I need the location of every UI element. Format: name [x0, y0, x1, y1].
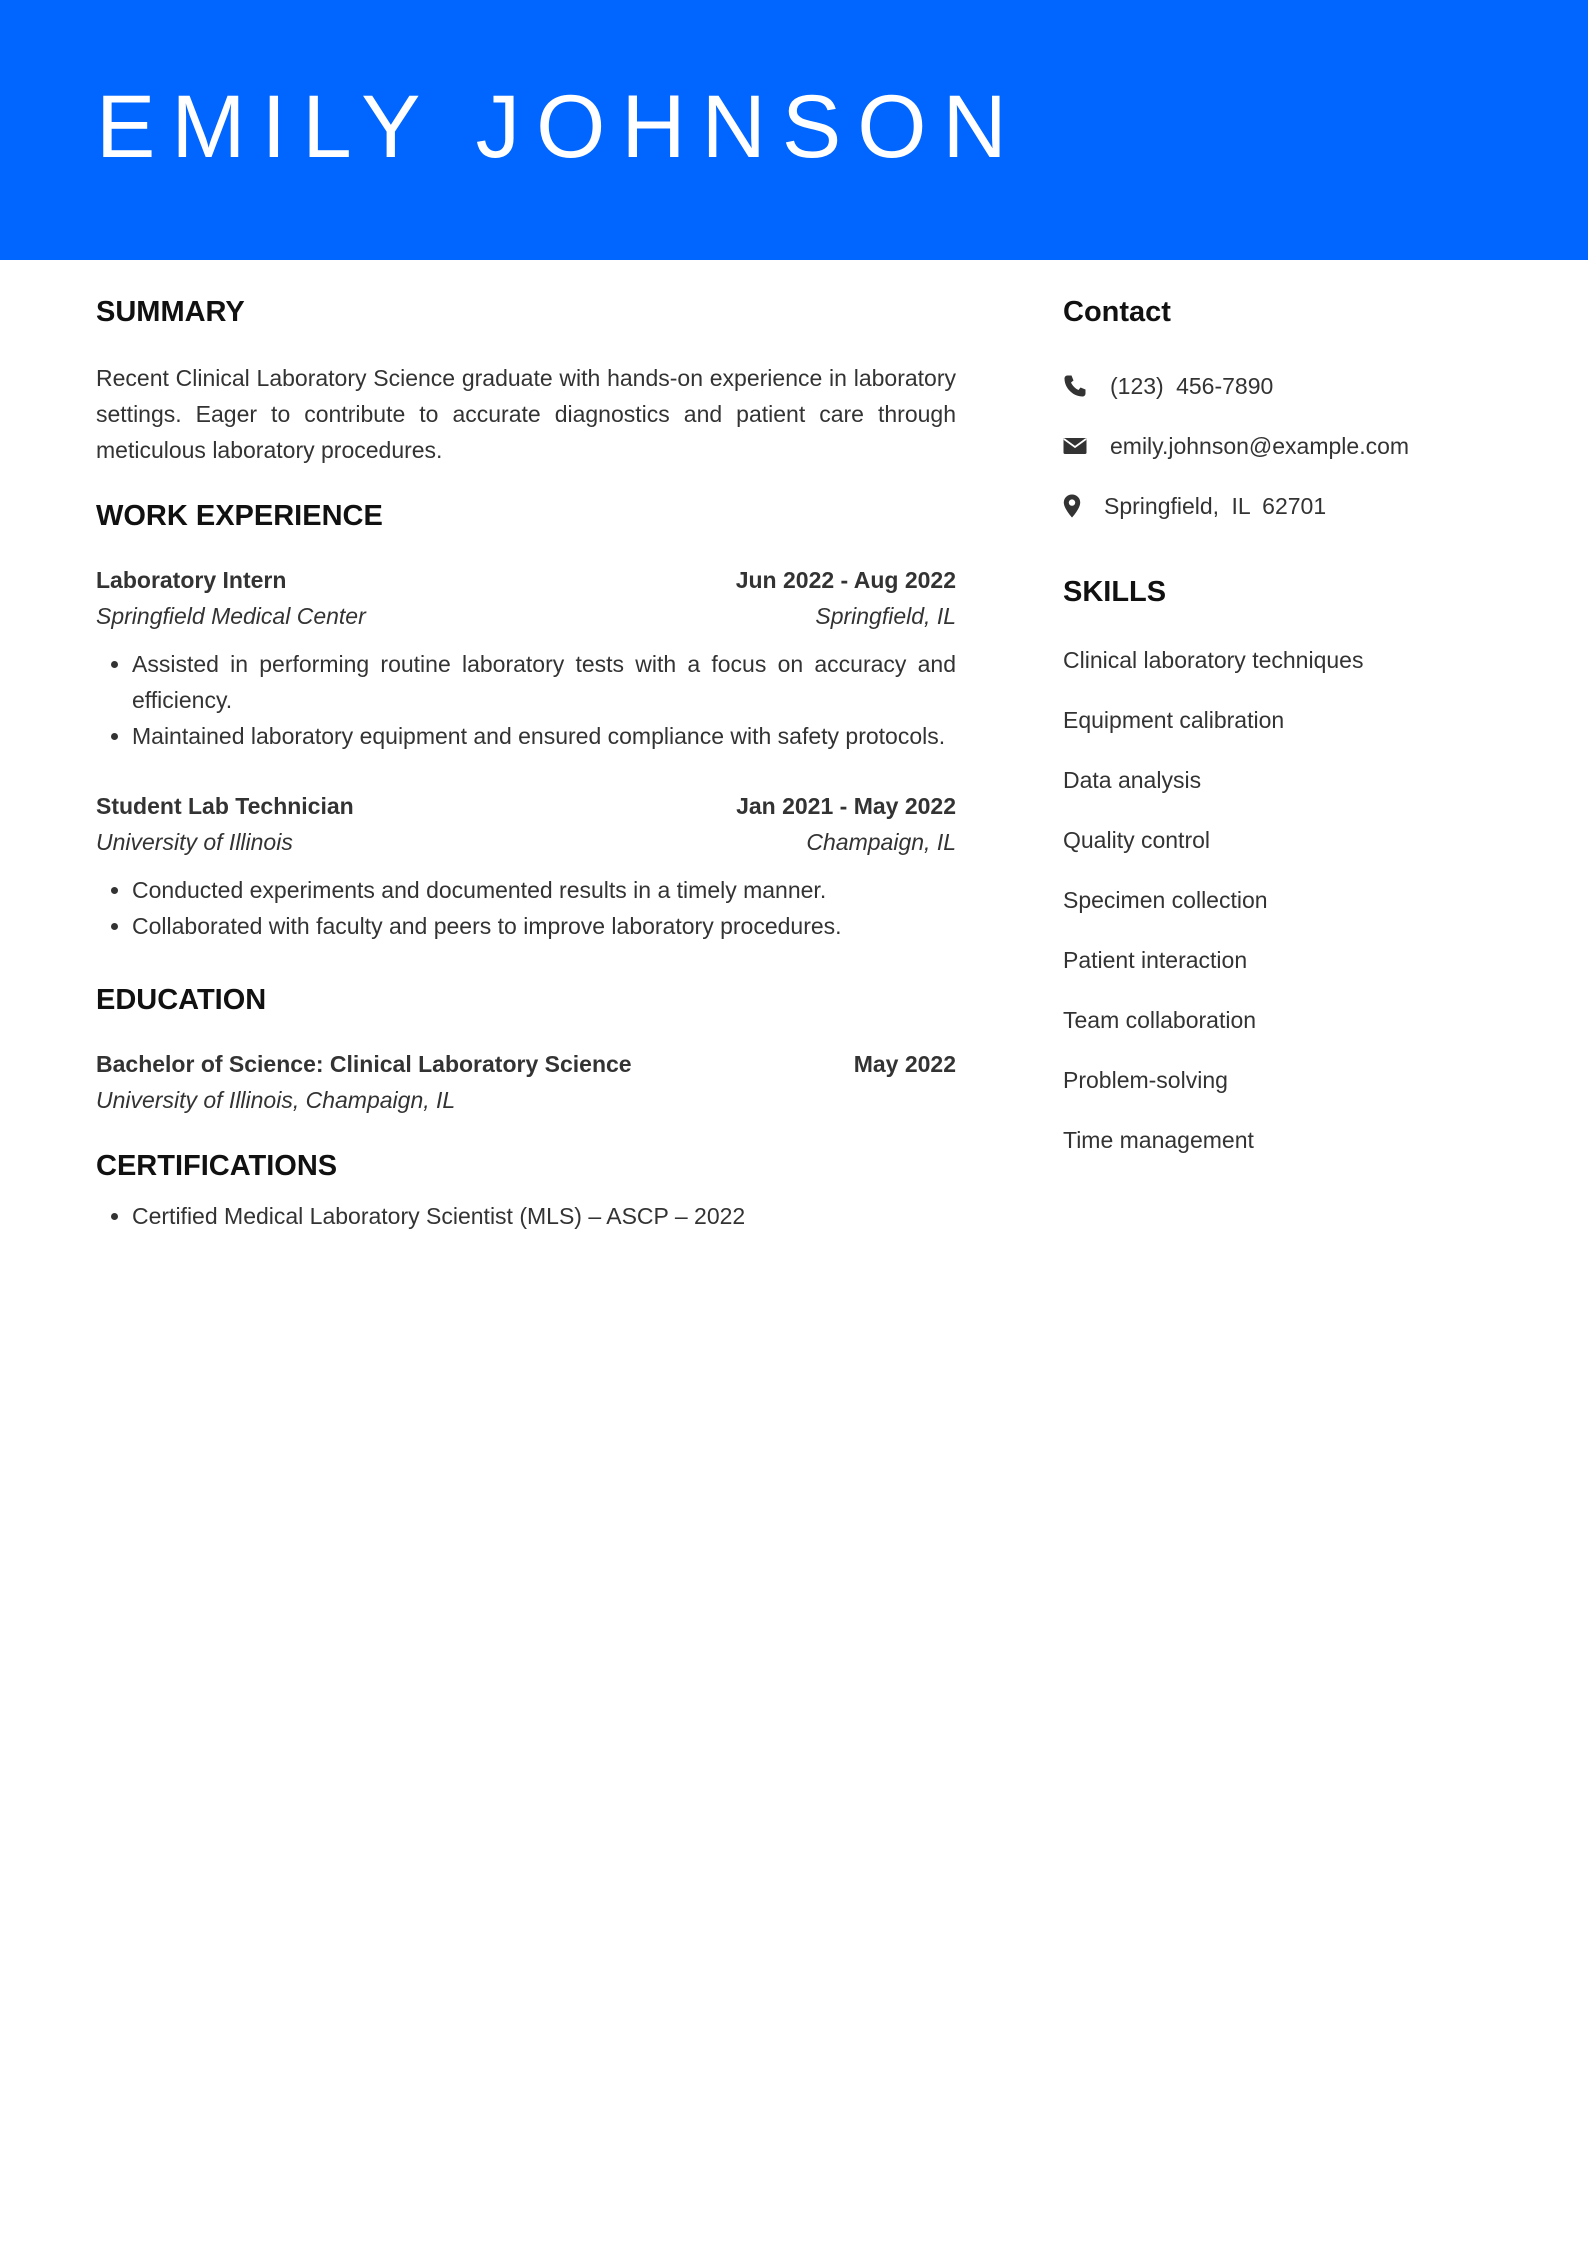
job-bullet: • Collaborated with faculty and peers to improve laboratory procedures. — [132, 908, 956, 944]
education-entry — [96, 1046, 956, 1118]
certifications-section — [96, 1146, 956, 1234]
job-location: Champaign, IL — [806, 829, 956, 855]
summary-section — [96, 292, 956, 468]
summary-text: Recent Clinical Laboratory Science graduate with hands-on experience in laboratory settings. Eager to contribute to accurate diagnostics and patient care through meticulous laboratory procedures. — [96, 365, 956, 463]
location-text: Springfield, IL 62701 — [1104, 493, 1327, 519]
skill-item: Patient interaction — [1063, 947, 1248, 973]
email-address: emily.johnson@example.com — [1110, 433, 1410, 459]
certifications-list — [96, 1198, 956, 1234]
contact-email — [1063, 428, 1523, 464]
map-marker-icon — [1063, 494, 1091, 518]
job-title: Laboratory Intern — [96, 567, 287, 593]
sidebar-column — [1063, 292, 1523, 1182]
skill-item: Equipment calibration — [1063, 707, 1285, 733]
certifications-heading: CERTIFICATIONS — [96, 1150, 338, 1182]
job-bullets — [96, 646, 956, 754]
skill-item: Problem-solving — [1063, 1067, 1228, 1093]
skill-item: Specimen collection — [1063, 887, 1268, 913]
job-bullet: • Assisted in performing routine laboratory tests with a focus on accuracy and efficiency. — [132, 646, 956, 718]
job-company: Springfield Medical Center — [96, 603, 366, 629]
work-experience-heading: WORK EXPERIENCE — [96, 500, 383, 532]
education-heading: EDUCATION — [96, 984, 267, 1016]
contact-heading: Contact — [1063, 296, 1171, 328]
skill-item: Quality control — [1063, 827, 1211, 853]
skills-list — [1063, 642, 1523, 1158]
job-bullet: • Maintained laboratory equipment and ensured compliance with safety protocols. — [132, 718, 956, 754]
phone-icon — [1063, 374, 1097, 398]
job-entry — [96, 788, 956, 944]
skill-item: Time management — [1063, 1127, 1254, 1153]
skill-item: Data analysis — [1063, 767, 1202, 793]
main-column — [96, 292, 956, 1234]
school: University of Illinois, Champaign, IL — [96, 1087, 456, 1113]
candidate-name: EMILY JOHNSON — [96, 76, 1023, 176]
job-dates: Jun 2022 - Aug 2022 — [735, 567, 956, 593]
work-experience-section — [96, 496, 956, 944]
job-bullet: • Conducted experiments and documented results in a timely manner. — [132, 872, 956, 908]
graduation-date: May 2022 — [853, 1051, 956, 1077]
job-bullets — [96, 872, 956, 944]
job-title: Student Lab Technician — [96, 793, 354, 819]
envelope-icon — [1063, 436, 1097, 456]
phone-number: (123) 456-7890 — [1110, 373, 1274, 399]
contact-section — [1063, 292, 1523, 524]
summary-heading: SUMMARY — [96, 296, 245, 328]
skills-section — [1063, 572, 1523, 1158]
header-banner — [0, 0, 1588, 260]
skill-item: Team collaboration — [1063, 1007, 1257, 1033]
job-entry — [96, 562, 956, 754]
job-dates: Jan 2021 - May 2022 — [736, 793, 956, 819]
education-section — [96, 980, 956, 1118]
contact-phone — [1063, 368, 1523, 404]
job-company: University of Illinois — [96, 829, 293, 855]
degree: Bachelor of Science: Clinical Laboratory Science — [96, 1051, 632, 1077]
job-location: Springfield, IL — [815, 603, 956, 629]
skill-item: Clinical laboratory techniques — [1063, 647, 1364, 673]
certification-item: • Certified Medical Laboratory Scientist (MLS) – ASCP – 2022 — [132, 1198, 956, 1234]
skills-heading: SKILLS — [1063, 576, 1167, 608]
contact-location — [1063, 488, 1523, 524]
